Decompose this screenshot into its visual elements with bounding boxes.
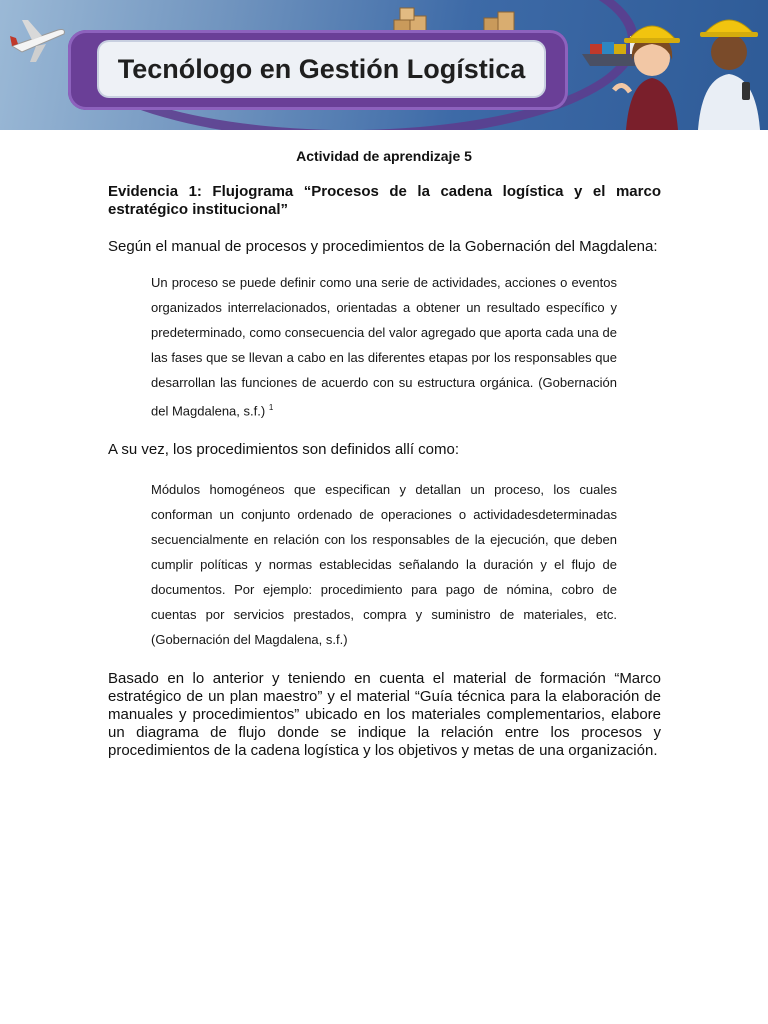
process-definition-quote [151, 270, 617, 423]
intro-paragraph-2: A su vez, los procedimientos son definidos allí como: [108, 441, 460, 458]
procedure-definition-quote: Módulos homogéneos que especifican y detallan un proceso, los cuales conforman un conjunto ordenado de operaciones o actividadesdeterminadas secuencialmente en relación con los responsables de la ejecución, que deben cumplir políticas y normas establecidas señalando la duración y el flujo de documentos. Por ejemplo: procedimiento para pago de nómina, cobro de cuentas por servicios prestados, compra y suministro de materiales, etc. (Gobernación del Magdalena, s.f.) [151, 482, 617, 647]
activity-heading: Actividad de aprendizaje 5 [296, 148, 472, 164]
female-worker-icon [612, 10, 692, 130]
male-worker-icon [690, 6, 768, 130]
evidence-title: Evidencia 1: Flujograma “Procesos de la cadena logística y el marco estratégico institucional” [108, 183, 661, 218]
title-plate [99, 42, 544, 96]
intro-paragraph-1: Según el manual de procesos y procedimientos de la Gobernación del Magdalena: [108, 238, 658, 255]
airplane-icon [8, 16, 70, 64]
program-title: Tecnólogo en Gestión Logística [117, 53, 526, 84]
instructions-paragraph: Basado en lo anterior y teniendo en cuenta el material de formación “Marco estratégico de un plan maestro” y el material “Guía técnica para la elaboración de manuales y procedimientos” ubicado en los materiales complementarios, elabore un diagrama de flujo donde se indique la relación entre los procesos y procedimientos de la cadena logística y los objetivos y metas de una organización. [108, 670, 661, 759]
process-definition-text: Un proceso se puede definir como una serie de actividades, acciones o eventos organizados interrelacionados, orientadas a obtener un resultado específico y predeterminado, como consecuencia del valor agregado que aporta cada una de las fases que se llevan a cabo en las diferentes etapas por los responsables que desarrollan las funciones de acuerdo con su estructura orgánica. (Gobernación del Magdalena, s.f.) [151, 275, 617, 419]
footnote-marker: 1 [268, 403, 274, 412]
header-banner [0, 0, 768, 130]
